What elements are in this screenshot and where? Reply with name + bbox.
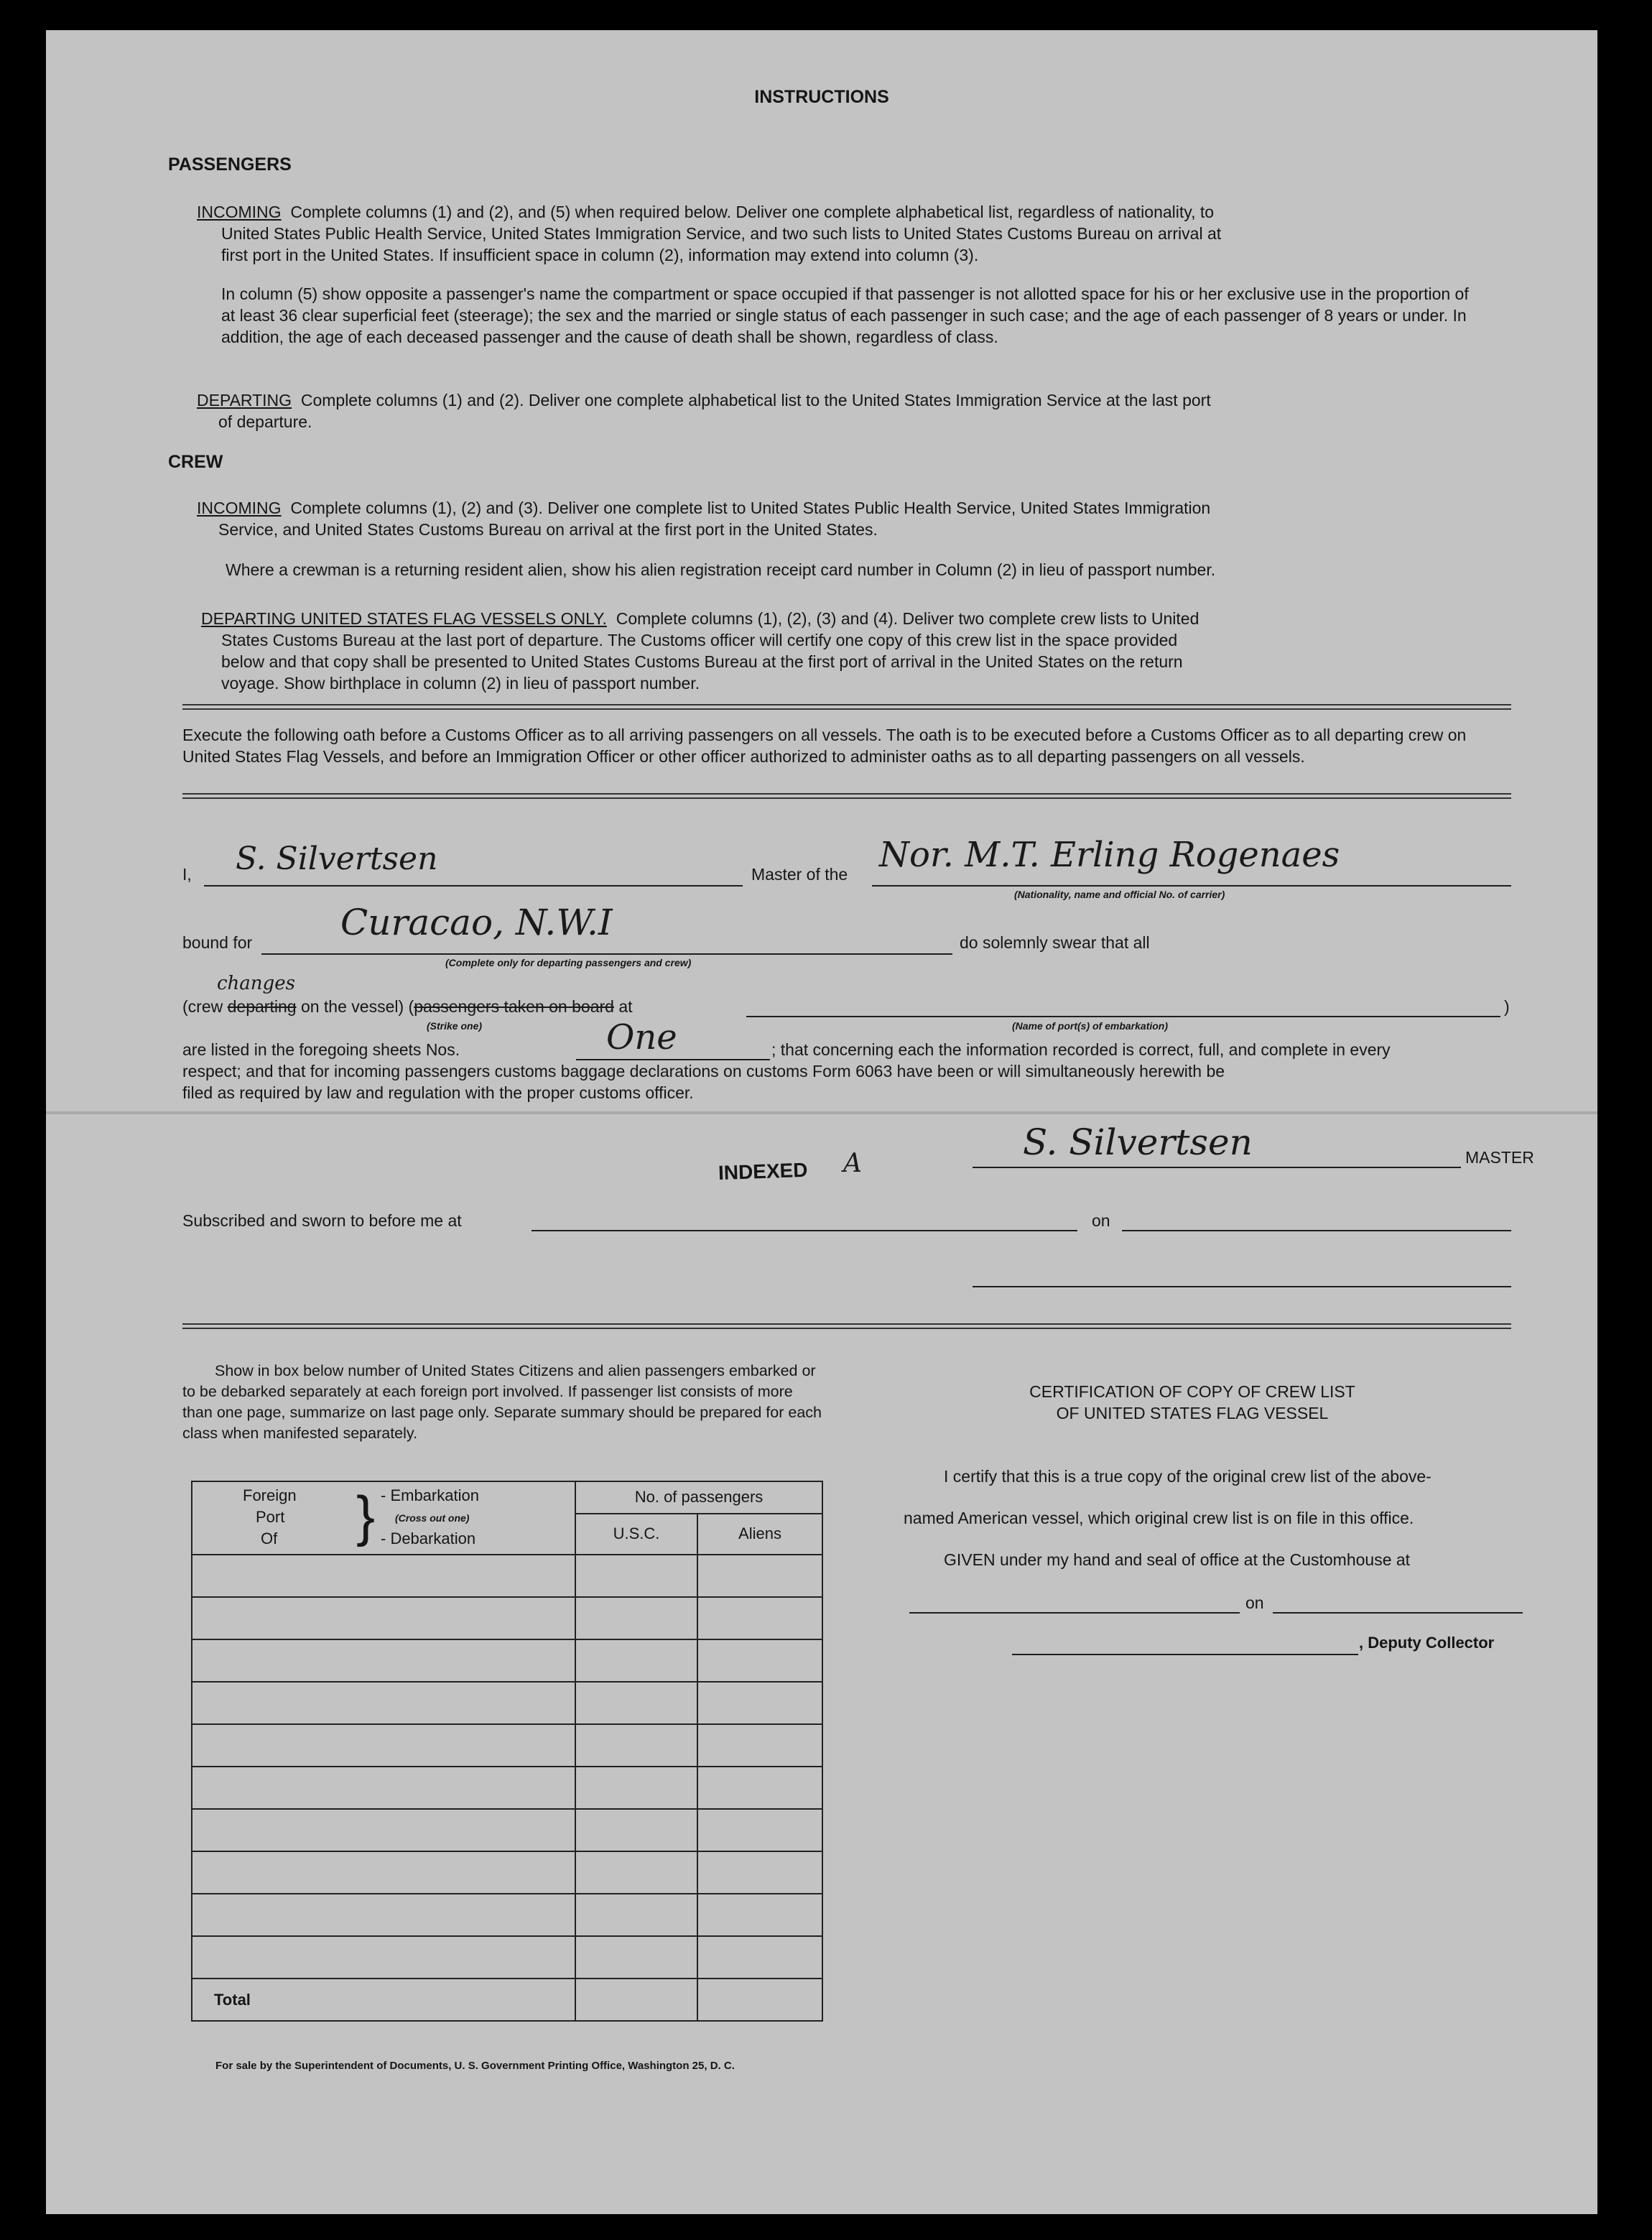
aliens-header: Aliens [697, 1514, 822, 1555]
oath-instructions: Execute the following oath before a Customs Officer as to all arriving passengers on all vessels. The oath is to be executed before a Customs Officer as to all departing crew on United States Flag Vessels, and before an Immigration Officer or other officer authorized to administer oaths as to all departing passengers on all vessels. [182, 726, 1467, 766]
col-port: Port [256, 1508, 285, 1526]
crew-incoming-label: INCOMING [197, 499, 282, 517]
col-foreign: Foreign [243, 1486, 297, 1504]
deputy-collector-label: , Deputy Collector [1359, 1634, 1495, 1652]
oath-listed-label: are listed in the foregoing sheets Nos. [182, 1040, 460, 1059]
master-name-field[interactable]: S. Silvertsen [236, 841, 438, 877]
ports-caption: (Name of port(s) of embarkation) [1012, 1020, 1169, 1032]
passengers-heading: PASSENGERS [168, 154, 292, 175]
aliens-cell[interactable] [697, 1851, 822, 1894]
port-cell[interactable] [192, 1809, 575, 1851]
destination-field[interactable]: Curacao, N.W.I [340, 902, 613, 943]
aliens-cell[interactable] [697, 1894, 822, 1936]
subscribed-on-label: on [1092, 1211, 1110, 1230]
brace-icon: } [356, 1484, 376, 1547]
certify-text-1: I certify that this is a true copy of the original crew list of the above- [944, 1467, 1431, 1486]
oath-passengers-struck: passengers taken on board [414, 997, 614, 1016]
usc-cell[interactable] [575, 1724, 697, 1767]
usc-cell[interactable] [575, 1936, 697, 1978]
divider-2 [182, 793, 1511, 799]
passengers-departing-label: DEPARTING [197, 391, 292, 409]
oath-crew-line [182, 996, 633, 1017]
passengers-departing-text-2: of departure. [218, 412, 312, 431]
oath-correct-text-3: filed as required by law and regulation with the proper customs officer. [182, 1083, 694, 1102]
col-of: Of [261, 1529, 278, 1547]
port-cell[interactable] [192, 1851, 575, 1894]
passengers-incoming-text-1: Complete columns (1) and (2), and (5) when required below. Deliver one complete alphabetical list, regardless of nationality, to [290, 203, 1215, 221]
certify-text-2: named American vessel, which original crew list is on file in this office. [904, 1509, 1414, 1527]
port-cell[interactable] [192, 1724, 575, 1767]
cross-out-caption: (Cross out one) [395, 1512, 470, 1524]
indexed-stamp: INDEXED [718, 1158, 808, 1185]
page-title: INSTRUCTIONS [754, 87, 889, 107]
total-label: Total [192, 1978, 575, 2021]
oath-i-label: I, [182, 865, 192, 884]
oath-on-vessel: on the vessel) ( [300, 997, 414, 1016]
passengers-departing-text-1: Complete columns (1) and (2). Deliver one complete alphabetical list to the United States Immigration Service at the last port [300, 391, 1211, 409]
oath-correct-text-2: respect; and that for incoming passengers customs baggage declarations on customs Form 6063 have been or will simultaneously herewith be [182, 1062, 1225, 1080]
vessel-line [872, 885, 1511, 887]
strike-caption: (Strike one) [427, 1020, 483, 1032]
port-cell[interactable] [192, 1894, 575, 1936]
oath-departing-struck: departing [227, 997, 297, 1016]
port-cell[interactable] [192, 1682, 575, 1724]
ports-line [746, 1016, 1500, 1017]
vessel-field[interactable]: Nor. M.T. Erling Rogenaes [879, 835, 1340, 875]
indexed-initials: A [843, 1149, 862, 1178]
embarkation-label: - Embarkation [381, 1486, 479, 1504]
usc-cell[interactable] [575, 1597, 697, 1639]
destination-line [261, 953, 952, 955]
destination-caption: (Complete only for departing passengers and crew) [445, 957, 692, 968]
vessel-caption: (Nationality, name and official No. of carrier) [1014, 889, 1225, 900]
passengers-incoming-label: INCOMING [197, 203, 282, 221]
crew-departing-text-1: Complete columns (1), (2), (3) and (4). Deliver two complete crew lists to United [616, 609, 1199, 628]
debarkation-label: - Debarkation [381, 1529, 476, 1547]
aliens-cell[interactable] [697, 1597, 822, 1639]
crew-departing-text-3: below and that copy shall be presented to United States Customs Bureau at the first port of arrival in the United States on the return [221, 652, 1183, 671]
usc-cell[interactable] [575, 1555, 697, 1597]
form-sheet [46, 30, 1597, 2214]
port-cell[interactable] [192, 1597, 575, 1639]
passenger-summary-table [191, 1481, 823, 2022]
port-header-cell [192, 1481, 575, 1555]
crew-departing-line-1 [201, 608, 1199, 629]
master-signature[interactable]: S. Silvertsen [1023, 1121, 1253, 1163]
total-aliens-cell[interactable] [697, 1978, 822, 2021]
aliens-cell[interactable] [697, 1639, 822, 1682]
signature-line [973, 1167, 1461, 1168]
usc-cell[interactable] [575, 1894, 697, 1936]
crew-incoming-text-1: Complete columns (1), (2) and (3). Deliver one complete list to United States Public Health Service, United States Immigration [290, 499, 1211, 517]
crew-incoming-text-2: Service, and United States Customs Bureau on arrival at the first port in the United States. [218, 520, 878, 539]
cert-on-label: on [1245, 1593, 1264, 1612]
fold-crease [46, 1111, 1597, 1114]
oath-at-label: at [618, 997, 633, 1016]
passengers-departing-line-1 [197, 389, 1211, 411]
divider-1 [182, 704, 1511, 710]
given-text: GIVEN under my hand and seal of office at the Customhouse at [944, 1550, 1411, 1569]
changes-handwritten: changes [217, 973, 295, 994]
aliens-cell[interactable] [697, 1767, 822, 1809]
crew-departing-text-4: voyage. Show birthplace in column (2) in lieu of passport number. [221, 674, 700, 693]
crew-departing-label: DEPARTING UNITED STATES FLAG VESSELS ONLY. [201, 609, 607, 628]
port-cell[interactable] [192, 1767, 575, 1809]
master-label: MASTER [1465, 1148, 1534, 1167]
passengers-incoming-text-3: first port in the United States. If insufficient space in column (2), information may extend into column (3). [221, 246, 979, 264]
port-cell[interactable] [192, 1936, 575, 1978]
aliens-cell[interactable] [697, 1555, 822, 1597]
oath-master-of-label: Master of the [751, 865, 848, 884]
passengers-column5-text: In column (5) show opposite a passenger's name the compartment or space occupied if that passenger is not allotted space for his or her exclusive use in the proportion of at least 36 clear superficial feet (steerage); the sex and the married or single status of each passenger in such case; and the age of each passenger of 8 years or under. In addition, the age of each deceased passenger and the cause of death shall be shown, regardless of class. [221, 284, 1469, 346]
deputy-signature-line [1012, 1654, 1358, 1655]
passengers-incoming-line-1 [197, 201, 1214, 223]
oath-close-paren: ) [1504, 997, 1510, 1016]
cert-date-line [1273, 1612, 1523, 1614]
no-passengers-header: No. of passengers [575, 1481, 822, 1514]
master-name-line [204, 885, 743, 887]
subscribed-date-line [1122, 1230, 1511, 1231]
aliens-cell[interactable] [697, 1724, 822, 1767]
port-cell[interactable] [192, 1555, 575, 1597]
divider-3 [182, 1323, 1511, 1329]
crew-heading: CREW [168, 452, 223, 472]
crew-departing-text-2: States Customs Bureau at the last port of departure. The Customs officer will certify one copy of this crew list in the space provided [221, 631, 1178, 649]
usc-cell[interactable] [575, 1851, 697, 1894]
certification-title-2: OF UNITED STATES FLAG VESSEL [1056, 1404, 1329, 1422]
footer-text: For sale by the Superintendent of Documents, U. S. Government Printing Office, Washington 25, D. C. [215, 2060, 735, 2072]
crew-resident-alien-text: Where a crewman is a returning resident alien, show his alien registration receipt card number in Column (2) in lieu of passport number. [226, 560, 1216, 579]
oath-bound-for-label: bound for [182, 933, 253, 952]
total-usc-cell[interactable] [575, 1978, 697, 2021]
port-cell[interactable] [192, 1639, 575, 1682]
summary-intro: Show in box below number of United States Citizens and alien passengers embarked or to be debarked separately at each foreign port involved. If passenger list consists of more than one page, summarize on last page only. Separate summary should be prepared for each class when manifested separately. [182, 1362, 822, 1442]
aliens-cell[interactable] [697, 1936, 822, 1978]
usc-cell[interactable] [575, 1809, 697, 1851]
usc-header: U.S.C. [575, 1514, 697, 1555]
officer-signature-line [973, 1286, 1511, 1287]
sheet-no-field[interactable]: One [606, 1017, 677, 1057]
passengers-incoming-text-2: United States Public Health Service, United States Immigration Service, and two such lists to United States Customs Bureau on arrival at [221, 224, 1222, 243]
subscribed-place-line [532, 1230, 1077, 1231]
oath-crew-open: (crew [182, 997, 223, 1016]
customhouse-line [909, 1612, 1240, 1614]
aliens-cell[interactable] [697, 1809, 822, 1851]
certification-title-1: CERTIFICATION OF COPY OF CREW LIST [1029, 1382, 1355, 1401]
oath-correct-text-1: ; that concerning each the information recorded is correct, full, and complete in every [771, 1040, 1391, 1059]
subscribed-label: Subscribed and sworn to before me at [182, 1211, 462, 1230]
usc-cell[interactable] [575, 1682, 697, 1724]
crew-incoming-line-1 [197, 497, 1210, 519]
usc-cell[interactable] [575, 1639, 697, 1682]
aliens-cell[interactable] [697, 1682, 822, 1724]
oath-swear-label: do solemnly swear that all [960, 933, 1150, 952]
usc-cell[interactable] [575, 1767, 697, 1809]
